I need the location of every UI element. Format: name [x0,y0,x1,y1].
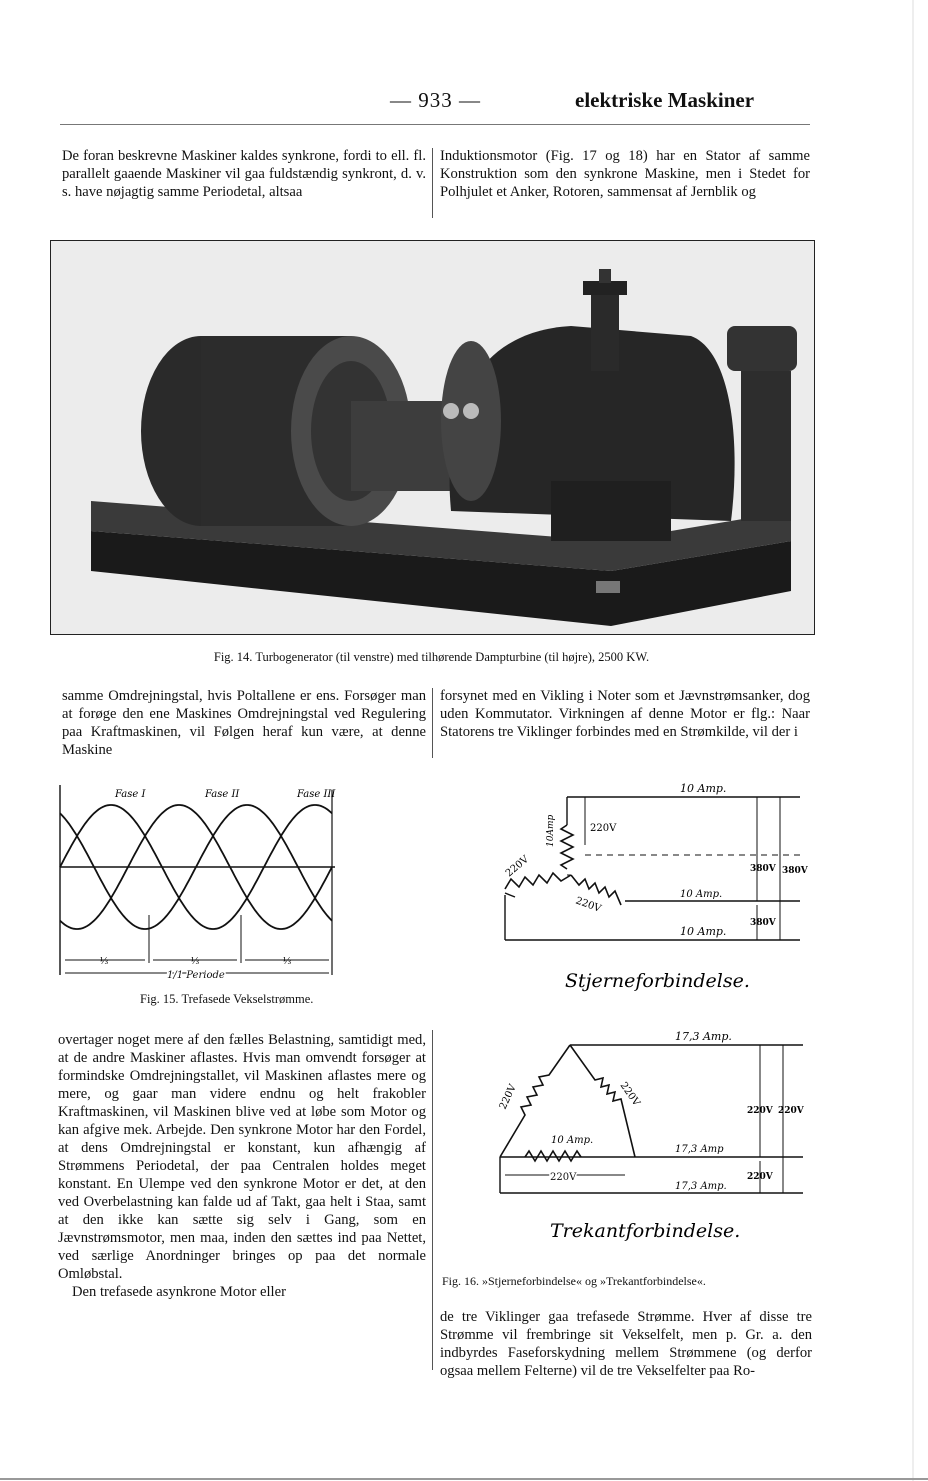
star-v380: 380V [750,864,776,874]
fig16-caption: Fig. 16. »Stjerneforbindelse« og »Trekantforbindelse«. [442,1274,706,1288]
top-left-paragraph: De foran beskrevne Maskiner kaldes synkrone, fordi to ell. fl. parallelt gaaende Maskiner vil gaa fuldstændig synkront, d. v. s. have nøjagtig samme Periodetal, altsaa [62,148,426,200]
mid-left-paragraph: samme Omdrejningstal, hvis Poltallene er ens. Forsøger man at forøge den ene Maskines Omdrejningstal ved Regulering paa Kraftmaskinen, vil Følgen heraf kun være, at denne Maskine [62,688,426,758]
period-label: 1/1 Periode [167,970,225,981]
star-v380: 380V [782,866,808,876]
star-v380: 380V [750,918,776,928]
delta-title: Trekantforbindelse. [550,1220,741,1242]
page-number: — 933 — [390,88,481,112]
lower-left-paragraph-end: Den trefasede asynkrone Motor eller [72,1284,286,1300]
phase-1-label: Fase I [115,789,146,800]
column-divider [432,688,433,758]
mid-right-paragraph: forsynet med en Vikling i Noter som et Jævnstrømsanker, dog uden Kommutator. Virkningen af denne Motor er flg.: Naar Statorens tre Viklinger forbindes med en Strømkilde, vil der i [440,688,810,740]
star-amp-top: 10 Amp. [680,782,727,795]
star-v220: 220V [503,853,532,880]
star-title: Stjerneforbindelse. [565,970,750,992]
delta-amp-bot: 17,3 Amp. [675,1181,727,1192]
star-coil-amp: 10Amp [546,814,556,847]
three-phase-waveform-diagram [55,785,345,985]
column-divider [432,148,433,218]
star-connection-diagram [495,775,810,995]
header-rule [60,124,810,125]
star-v220: 220V [590,823,617,834]
running-title: elektriske Maskiner [575,88,755,112]
phase-3-label: Fase III [297,789,336,800]
lower-left-paragraph: overtager noget mere af den fælles Belastning, samtidigt med, at de andre Maskiner aflastes. Hvis man omvendt forsøger at formindske Omdrejningstallet, vil Maskinen aflastes mere og mere, og gaar man videre endnu og helt frakobler Kraftmaskinen, vil Maskinen blive ved at løbe som Motor og kan afgive mek. Arbejde. Den synkrone Motor har den Fordel, at dens Omdrejningstal er konstant, kun afhængig af Strømmens Periodetal, der paa Centralen holdes meget konstant. En Ulempe ved den synkrone Motor er det, at den ved Overbelastning kan falde ud af Takt, gaa helt i Staa, samt at den ikke kan sætte sig selv i Gang, som en Jævnstrømsmotor, men maa, inden den sættes ind paa Nettet, ved særlige Anordninger bringes op paa det normale Omløbstal. [58,1032,426,1282]
delta-v220-right: 220V [617,1080,642,1109]
delta-amp-top: 17,3 Amp. [675,1030,732,1043]
column-divider [432,1030,433,1370]
delta-v220: 220V [747,1172,773,1182]
delta-connection-diagram [485,1025,810,1245]
lower-left-text [58,1031,426,1301]
delta-amp-mid: 17,3 Amp [675,1144,724,1155]
star-amp-bot: 10 Amp. [680,925,727,938]
top-right-paragraph: Induktionsmotor (Fig. 17 og 18) har en Stator af samme Konstruktion som den synkrone Maskine, men i Stedet for Polhjulet et Anker, Rotoren, sammensat af Jernblik og [440,148,810,200]
page-bottom-edge [0,1478,928,1480]
third-label: ⅓ [191,955,200,967]
turbogenerator-photo [50,240,815,635]
lower-right-paragraph: de tre Viklinger gaa trefasede Strømme. Hver af disse tre Strømme vil frembringe sit Vekselfelt, men p. Gr. a. den indbyrdes Faseforskydning mellem Strømmene (og derfor ogsaa mellem Felterne) vil de tre Vekselfelter paa Ro- [440,1309,812,1379]
star-v220: 220V [573,895,603,915]
phase-2-label: Fase II [205,789,240,800]
delta-v220-left: 220V [497,1082,519,1112]
delta-v220: 220V [778,1106,804,1116]
delta-amp-inner: 10 Amp. [551,1135,594,1146]
delta-v220-bottom: 220V [550,1172,577,1183]
page-edge [912,0,914,1481]
delta-v220: 220V [747,1106,773,1116]
fig15-caption: Fig. 15. Trefasede Vekselstrømme. [140,992,314,1006]
star-amp-mid: 10 Amp. [680,889,723,900]
fig14-caption: Fig. 14. Turbogenerator (til venstre) med tilhørende Dampturbine (til højre), 2500 KW. [213,650,650,664]
third-label: ⅓ [283,955,292,967]
turbogenerator-illustration [51,241,814,634]
third-label: ⅓ [100,955,109,967]
